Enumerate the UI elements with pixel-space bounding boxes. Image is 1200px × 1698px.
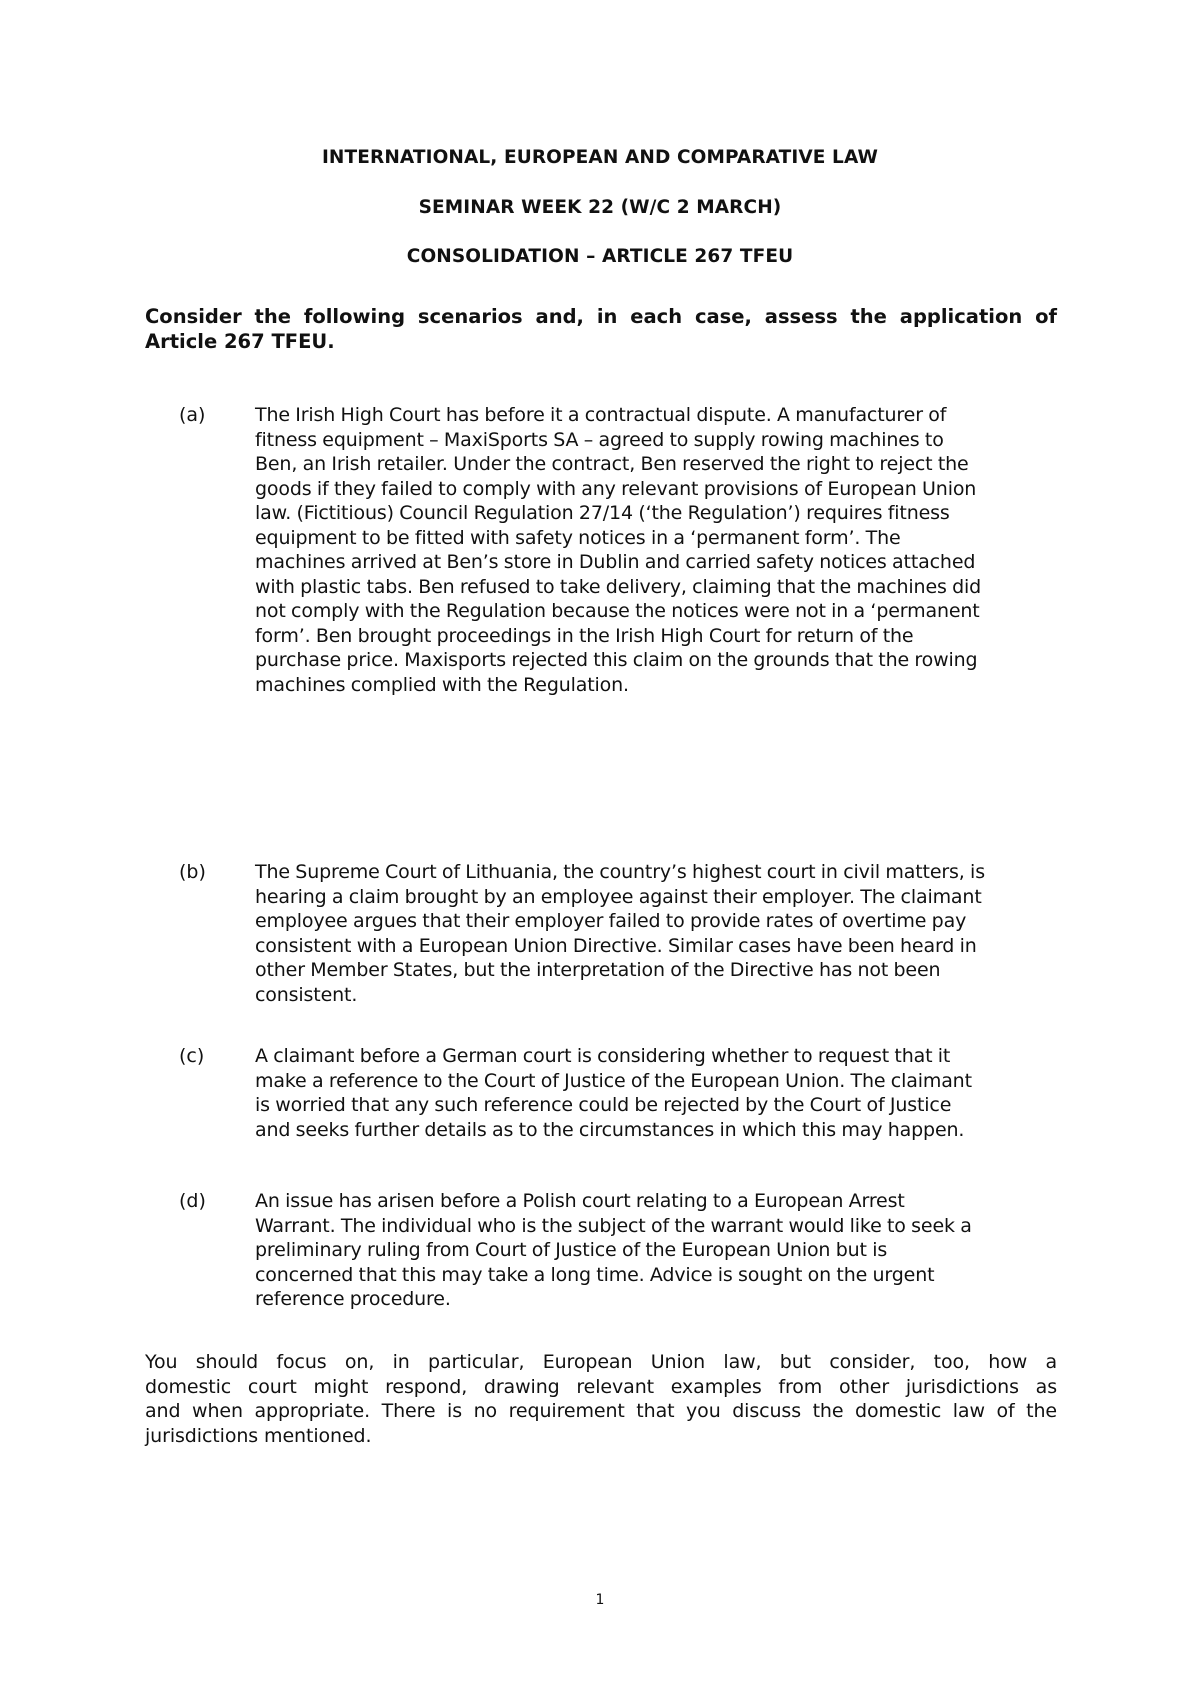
scenario-line: The Supreme Court of Lithuania, the country’s highest court in civil matters, is — [255, 861, 985, 883]
scenario-label: (c) — [179, 1045, 205, 1067]
scenario-line: hearing a claim brought by an employee against their employer. The claimant — [255, 885, 982, 908]
scenario-line: is worried that any such reference could be rejected by the Court of Justice — [255, 1094, 952, 1116]
scenario-line: goods if they failed to comply with any relevant provisions of European Union — [255, 477, 977, 500]
closing-line: and when appropriate. There is no requirement that you discuss the domestic law of the — [145, 1400, 1057, 1422]
topic-heading: CONSOLIDATION – ARTICLE 267 TFEU — [406, 246, 794, 267]
scenario-line: equipment to be fitted with safety notices in a ‘permanent form’. The — [255, 526, 901, 549]
scenario-line: An issue has arisen before a Polish court relating to a European Arrest — [255, 1190, 905, 1212]
scenario-line: and seeks further details as to the circumstances in which this may happen. — [255, 1118, 965, 1141]
scenario-line: form’. Ben brought proceedings in the Irish High Court for return of the — [255, 624, 914, 647]
closing-paragraph — [145, 1350, 1057, 1448]
scenario-line: consistent. — [255, 983, 358, 1006]
document-title: INTERNATIONAL, EUROPEAN AND COMPARATIVE LAW — [321, 147, 879, 168]
scenario-line: fitness equipment – MaxiSports SA – agreed to supply rowing machines to — [255, 428, 944, 451]
scenario-line: concerned that this may take a long time. Advice is sought on the urgent — [255, 1263, 935, 1286]
scenario-line: make a reference to the Court of Justice of the European Union. The claimant — [255, 1069, 972, 1092]
scenario-line: machines arrived at Ben’s store in Dublin and carried safety notices attached — [255, 551, 976, 573]
scenario-line: not comply with the Regulation because the notices were not in a ‘permanent — [255, 600, 980, 622]
scenario-text — [255, 860, 1200, 1007]
scenario-text — [255, 403, 1200, 697]
scenario-line: preliminary ruling from Court of Justice of the European Union but is — [255, 1239, 888, 1261]
closing-line: domestic court might respond, drawing relevant examples from other jurisdictions as — [145, 1375, 1057, 1398]
page-number: 1 — [595, 1592, 605, 1608]
scenario-text — [255, 1189, 1200, 1312]
scenario-line: employee argues that their employer failed to provide rates of overtime pay — [255, 910, 967, 932]
scenario-label: (a) — [179, 404, 206, 426]
scenario-line: Warrant. The individual who is the subject of the warrant would like to seek a — [255, 1214, 972, 1237]
scenario-line: The Irish High Court has before it a contractual dispute. A manufacturer of — [255, 404, 947, 426]
scenario-text — [255, 1044, 1200, 1142]
seminar-heading: SEMINAR WEEK 22 (W/C 2 MARCH) — [418, 197, 782, 218]
scenario-line: consistent with a European Union Directive. Similar cases have been heard in — [255, 934, 977, 957]
instructions-paragraph: Consider the following scenarios and, in each case, assess the application of Article 267 TFEU. — [145, 305, 1057, 353]
scenario-label: (d) — [179, 1190, 206, 1212]
scenario-line: other Member States, but the interpretation of the Directive has not been — [255, 959, 941, 981]
scenario-line: reference procedure. — [255, 1288, 451, 1310]
scenario-line: purchase price. Maxisports rejected this claim on the grounds that the rowing — [255, 649, 978, 671]
scenario-label: (b) — [179, 861, 206, 883]
scenario-line: law. (Fictitious) Council Regulation 27/14 (‘the Regulation’) requires fitness — [255, 502, 950, 524]
scenario-line: with plastic tabs. Ben refused to take delivery, claiming that the machines did — [255, 575, 982, 598]
closing-line: You should focus on, in particular, European Union law, but consider, too, how a — [145, 1351, 1057, 1373]
scenario-line: Ben, an Irish retailer. Under the contract, Ben reserved the right to reject the — [255, 453, 969, 475]
scenario-line: machines complied with the Regulation. — [255, 673, 629, 696]
closing-line: jurisdictions mentioned. — [145, 1424, 372, 1447]
scenario-line: A claimant before a German court is considering whether to request that it — [255, 1045, 951, 1067]
